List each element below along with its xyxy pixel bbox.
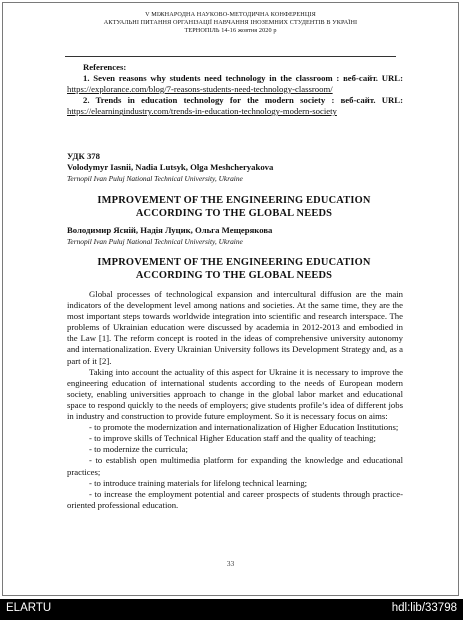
body-paragraph-1: Global processes of technological expansion and intercultural diffusion are the main indicators of the development level among nations and societies. At the same time, they are the most important steps towards worldwide integration into scientific and research interspace. The problems of Ukrainian education were discussed by academia in 2012-2013 and embodied in the Law [1]. The reform concept is rooted in the ideas of comprehensive university autonomy and internationalization. Every Ukrainian University follows its Development Strategy and, as a part of it [2]. — [67, 289, 403, 366]
header-line-1: V МІЖНАРОДНА НАУКОВО-МЕТОДИЧНА КОНФЕРЕНЦІЯ — [145, 11, 316, 18]
body-paragraph-2: Taking into account the actuality of this aspect for Ukraine it is necessary to improve the engineering education of international students according to the needs of European modern society, enabling universities approach to change in the global labor market and educational space to respond quickly to the needs of employers; give students profile’s idea of different jobs in industry and construction to provide future employment. So it is necessary focus on aims: — [67, 366, 403, 422]
document-page — [2, 2, 459, 596]
aim-item: - to increase the employment potential and career prospects of students through practice-oriented professional education. — [67, 488, 403, 510]
authors-en: Volodymyr Iasnii, Nadia Lutsyk, Olga Meshcheryakova — [67, 162, 274, 173]
handle-id[interactable]: hdl:lib/33798 — [391, 602, 457, 614]
reference-text: 2. Trends in education technology for the modern society : веб-сайт. URL: — [83, 95, 403, 106]
repository-footer — [0, 599, 463, 620]
reference-text: 1. Seven reasons why students need technology in the classroom : веб-сайт. URL: — [83, 73, 403, 83]
header-line-3: ТЕРНОПІЛЬ 14-16 жовтня 2020 р — [184, 27, 277, 34]
udk-code: УДК 378 — [67, 151, 100, 161]
references-title: References: — [83, 62, 127, 72]
aim-item: - to establish open multimedia platform for expanding the knowledge and educational practices; — [67, 455, 403, 477]
affiliation-en: Ternopil Ivan Puluj National Technical University, Ukraine — [67, 174, 243, 184]
repository-name[interactable]: ELARTU — [6, 602, 52, 614]
header-divider — [65, 56, 396, 57]
reference-item — [67, 73, 403, 95]
article-title-ua: IMPROVEMENT OF THE ENGINEERING EDUCATION ACCORDING TO THE GLOBAL NEEDS — [97, 257, 371, 281]
affiliation-ua: Ternopil Ivan Puluj National Technical University, Ukraine — [67, 237, 243, 247]
aim-item: - to improve skills of Technical Higher Education staff and the quality of teaching; — [89, 433, 376, 444]
conference-header — [3, 11, 458, 35]
aim-item: - to introduce training materials for lifelong technical learning; — [89, 477, 308, 488]
page-number: 33 — [226, 559, 235, 568]
article-title-en: IMPROVEMENT OF THE ENGINEERING EDUCATION ACCORDING TO THE GLOBAL NEEDS — [97, 195, 371, 219]
aim-item: - to modernize the curricula; — [89, 444, 188, 455]
article-en-meta — [67, 151, 403, 184]
reference-link[interactable]: https://elearningindustry.com/trends-in-education-technology-modern-society — [67, 106, 337, 117]
header-line-2: АКТУАЛЬНІ ПИТАННЯ ОРГАНІЗАЦІЇ НАВЧАННЯ ІНОЗЕМНИХ СТУДЕНТІВ В УКРАЇНІ — [103, 19, 358, 26]
references-list — [67, 73, 403, 117]
article-ua-meta — [67, 225, 403, 247]
article-body — [67, 289, 403, 511]
reference-item — [67, 95, 403, 117]
reference-link[interactable]: https://explorance.com/blog/7-reasons-students-need-technology-classroom/ — [67, 84, 333, 95]
aim-item: - to promote the modernization and internationalization of Higher Education Institutions; — [89, 422, 399, 433]
authors-ua: Володимир Ясній, Надія Луцик, Ольга Мещерякова — [67, 225, 273, 235]
